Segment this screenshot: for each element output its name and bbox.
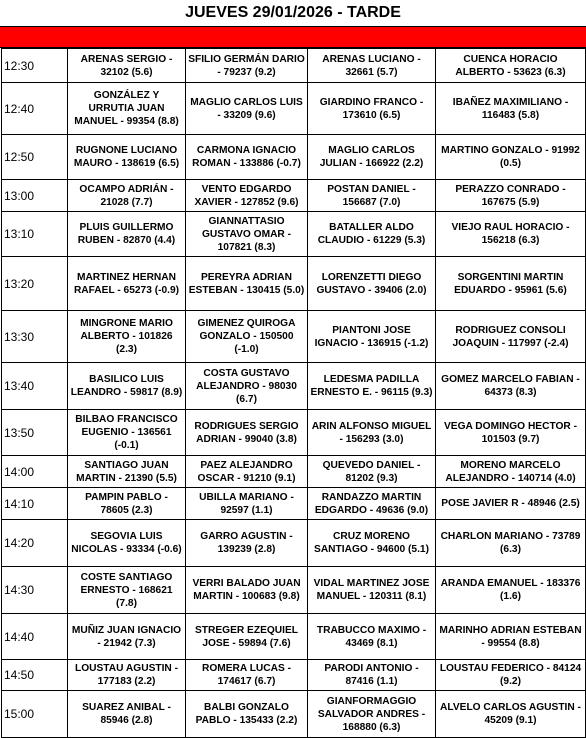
time-slot: 14:10: [2, 488, 68, 520]
player-entry: OCAMPO ADRIÁN - 21028 (7.7): [68, 180, 186, 212]
table-row: [2, 180, 586, 212]
player-entry: QUEVEDO DANIEL - 81202 (9.3): [308, 456, 436, 488]
time-slot: 14:00: [2, 456, 68, 488]
player-entry: RODRIGUEZ CONSOLI JOAQUIN - 117997 (-2.4): [436, 311, 586, 363]
player-entry: MARTINEZ HERNAN RAFAEL - 65273 (-0.9): [68, 257, 186, 311]
player-entry: PAEZ ALEJANDRO OSCAR - 91210 (9.1): [186, 456, 308, 488]
player-entry: MAGLIO CARLOS JULIAN - 166922 (2.2): [308, 135, 436, 180]
table-row: [2, 488, 586, 520]
player-entry: MUÑIZ JUAN IGNACIO - 21942 (7.3): [68, 614, 186, 660]
player-entry: POSTAN DANIEL - 156687 (7.0): [308, 180, 436, 212]
player-entry: SORGENTINI MARTIN EDUARDO - 95961 (5.6): [436, 257, 586, 311]
player-entry: PLUIS GUILLERMO RUBEN - 82870 (4.4): [68, 212, 186, 257]
player-entry: LORENZETTI DIEGO GUSTAVO - 39406 (2.0): [308, 257, 436, 311]
player-entry: BASILICO LUIS LEANDRO - 59817 (8.9): [68, 363, 186, 410]
time-slot: 13:10: [2, 212, 68, 257]
schedule-table: [1, 48, 586, 738]
table-row: [2, 520, 586, 567]
table-row: [2, 363, 586, 410]
player-entry: VIEJO RAUL HORACIO - 156218 (6.3): [436, 212, 586, 257]
player-entry: COSTA GUSTAVO ALEJANDRO - 98030 (6.7): [186, 363, 308, 410]
time-slot: 12:40: [2, 83, 68, 135]
table-row: [2, 456, 586, 488]
player-entry: GIARDINO FRANCO - 173610 (6.5): [308, 83, 436, 135]
player-entry: MARTINO GONZALO - 91992 (0.5): [436, 135, 586, 180]
player-entry: LOUSTAU AGUSTIN - 177183 (2.2): [68, 660, 186, 691]
page-title: JUEVES 29/01/2026 - TARDE: [185, 4, 401, 21]
table-row: [2, 83, 586, 135]
player-entry: MARINHO ADRIAN ESTEBAN - 99554 (8.8): [436, 614, 586, 660]
time-slot: 12:50: [2, 135, 68, 180]
time-slot: 13:00: [2, 180, 68, 212]
time-slot: 14:50: [2, 660, 68, 691]
player-entry: POSE JAVIER R - 48946 (2.5): [436, 488, 586, 520]
player-entry: RUGNONE LUCIANO MAURO - 138619 (6.5): [68, 135, 186, 180]
table-row: [2, 311, 586, 363]
player-entry: VIDAL MARTINEZ JOSE MANUEL - 120311 (8.1): [308, 567, 436, 614]
table-row: [2, 614, 586, 660]
player-entry: GIANFORMAGGIO SALVADOR ANDRES - 168880 (6.3): [308, 691, 436, 738]
player-entry: LEDESMA PADILLA ERNESTO E. - 96115 (9.3): [308, 363, 436, 410]
player-entry: SEGOVIA LUIS NICOLAS - 93334 (-0.6): [68, 520, 186, 567]
time-slot: 13:30: [2, 311, 68, 363]
player-entry: CARMONA IGNACIO ROMAN - 133886 (-0.7): [186, 135, 308, 180]
table-row: [2, 212, 586, 257]
player-entry: ROMERA LUCAS - 174617 (6.7): [186, 660, 308, 691]
player-entry: GONZÁLEZ Y URRUTIA JUAN MANUEL - 99354 (8.8): [68, 83, 186, 135]
player-entry: GOMEZ MARCELO FABIAN - 64373 (8.3): [436, 363, 586, 410]
player-entry: GARRO AGUSTIN - 139239 (2.8): [186, 520, 308, 567]
table-row: [2, 410, 586, 456]
player-entry: PEREYRA ADRIAN ESTEBAN - 130415 (5.0): [186, 257, 308, 311]
time-slot: 12:30: [2, 49, 68, 83]
player-entry: MINGRONE MARIO ALBERTO - 101826 (2.3): [68, 311, 186, 363]
table-row: [2, 567, 586, 614]
table-row: [2, 660, 586, 691]
player-entry: VERRI BALADO JUAN MARTIN - 100683 (9.8): [186, 567, 308, 614]
player-entry: CRUZ MORENO SANTIAGO - 94600 (5.1): [308, 520, 436, 567]
table-row: [2, 49, 586, 83]
player-entry: STREGER EZEQUIEL JOSE - 59894 (7.6): [186, 614, 308, 660]
time-slot: 13:40: [2, 363, 68, 410]
player-entry: COSTE SANTIAGO ERNESTO - 168621 (7.8): [68, 567, 186, 614]
player-entry: ARIN ALFONSO MIGUEL - 156293 (3.0): [308, 410, 436, 456]
player-entry: RODRIGUES SERGIO ADRIAN - 99040 (3.8): [186, 410, 308, 456]
player-entry: BATALLER ALDO CLAUDIO - 61229 (5.3): [308, 212, 436, 257]
player-entry: BILBAO FRANCISCO EUGENIO - 136561 (-0.1): [68, 410, 186, 456]
player-entry: GIMENEZ QUIROGA GONZALO - 150500 (-1.0): [186, 311, 308, 363]
player-entry: UBILLA MARIANO - 92597 (1.1): [186, 488, 308, 520]
player-entry: ARANDA EMANUEL - 183376 (1.6): [436, 567, 586, 614]
player-entry: TRABUCCO MAXIMO - 43469 (8.1): [308, 614, 436, 660]
player-entry: PAMPIN PABLO - 78605 (2.3): [68, 488, 186, 520]
time-slot: 14:30: [2, 567, 68, 614]
table-row: [2, 135, 586, 180]
player-entry: ARENAS SERGIO - 32102 (5.6): [68, 49, 186, 83]
player-entry: CHARLON MARIANO - 73789 (6.3): [436, 520, 586, 567]
player-entry: SUAREZ ANIBAL - 85946 (2.8): [68, 691, 186, 738]
player-entry: CUENCA HORACIO ALBERTO - 53623 (6.3): [436, 49, 586, 83]
table-row: [2, 257, 586, 311]
player-entry: LOUSTAU FEDERICO - 84124 (9.2): [436, 660, 586, 691]
time-slot: 14:20: [2, 520, 68, 567]
player-entry: RANDAZZO MARTIN EDGARDO - 49636 (9.0): [308, 488, 436, 520]
player-entry: GIANNATTASIO GUSTAVO OMAR - 107821 (8.3): [186, 212, 308, 257]
player-entry: MORENO MARCELO ALEJANDRO - 140714 (4.0): [436, 456, 586, 488]
header-red-bar: [0, 26, 586, 48]
player-entry: VENTO EDGARDO XAVIER - 127852 (9.6): [186, 180, 308, 212]
player-entry: SANTIAGO JUAN MARTIN - 21390 (5.5): [68, 456, 186, 488]
table-row: [2, 691, 586, 738]
time-slot: 15:00: [2, 691, 68, 738]
schedule-body: [2, 49, 586, 738]
player-entry: ALVELO CARLOS AGUSTIN - 45209 (9.1): [436, 691, 586, 738]
player-entry: MAGLIO CARLOS LUIS - 33209 (9.6): [186, 83, 308, 135]
time-slot: 13:20: [2, 257, 68, 311]
player-entry: SFILIO GERMÁN DARIO - 79237 (9.2): [186, 49, 308, 83]
time-slot: 13:50: [2, 410, 68, 456]
player-entry: PIANTONI JOSE IGNACIO - 136915 (-1.2): [308, 311, 436, 363]
player-entry: PERAZZO CONRADO - 167675 (5.9): [436, 180, 586, 212]
time-slot: 14:40: [2, 614, 68, 660]
player-entry: ARENAS LUCIANO - 32661 (5.7): [308, 49, 436, 83]
player-entry: PARODI ANTONIO - 87416 (1.1): [308, 660, 436, 691]
player-entry: BALBI GONZALO PABLO - 135433 (2.2): [186, 691, 308, 738]
player-entry: VEGA DOMINGO HECTOR - 101503 (9.7): [436, 410, 586, 456]
player-entry: IBAÑEZ MAXIMILIANO - 116483 (5.8): [436, 83, 586, 135]
